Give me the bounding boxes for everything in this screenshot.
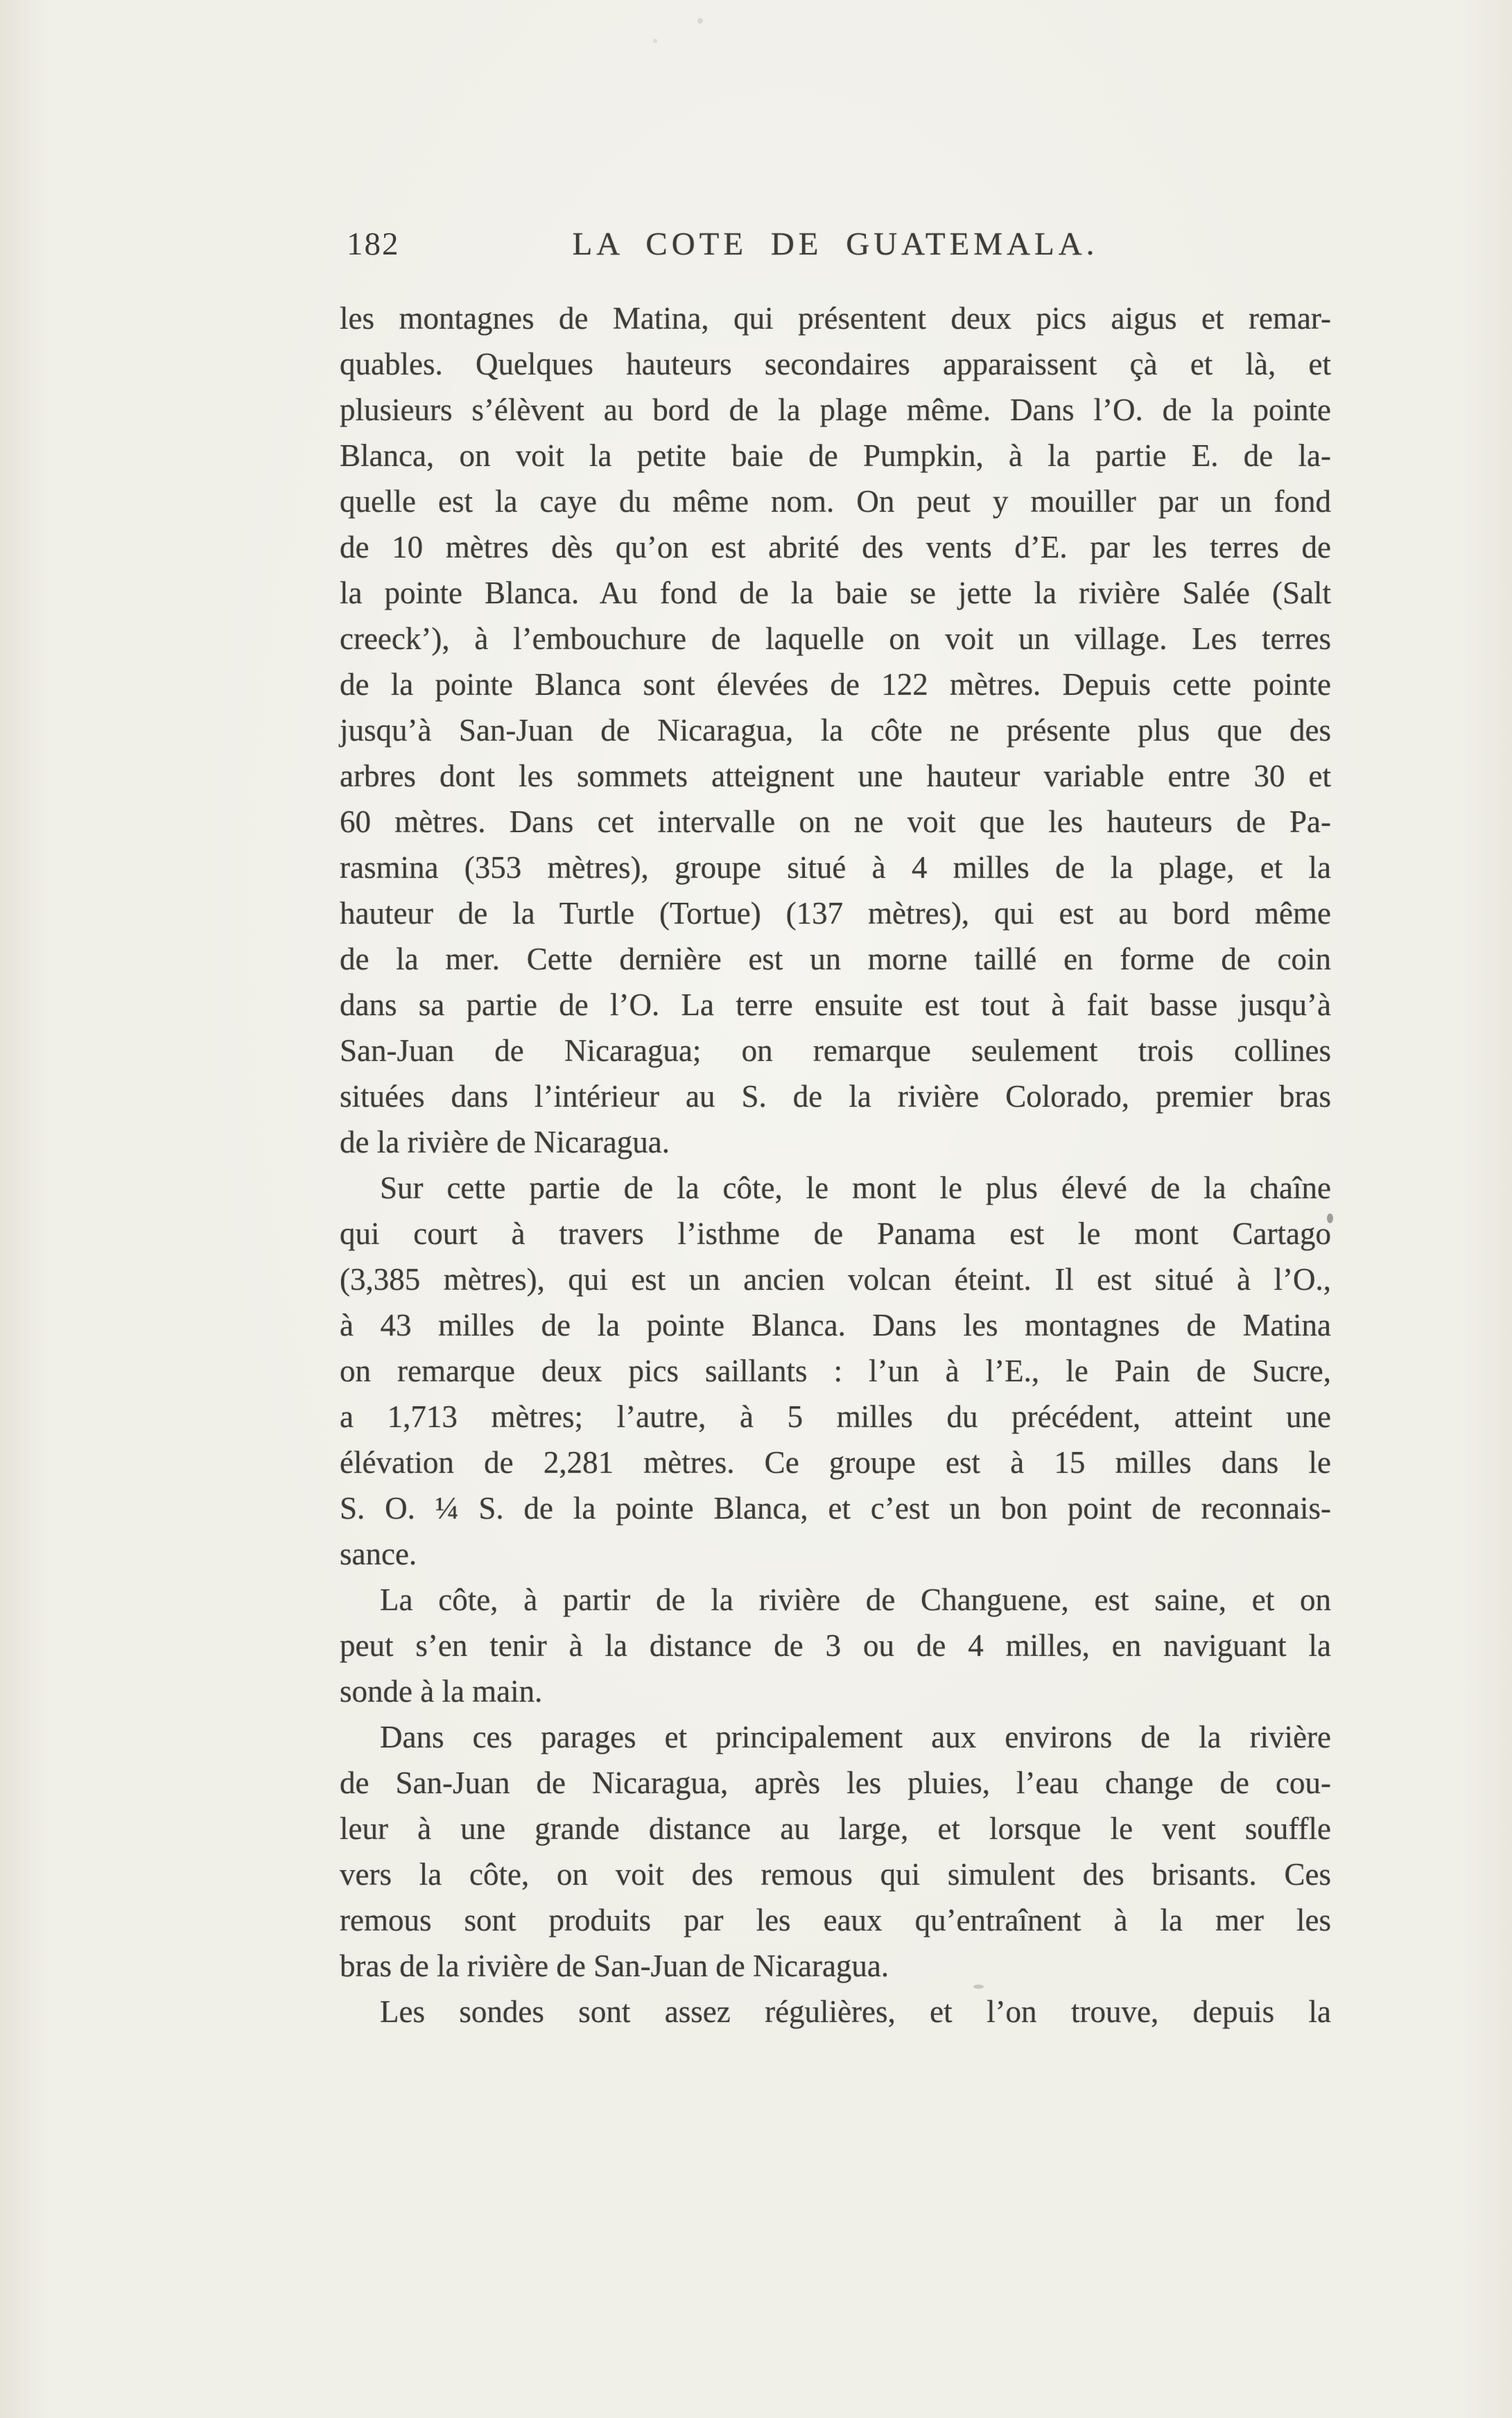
text-line: remous sont produits par les eaux qu’entraînent à la mer les [340,1903,1331,1937]
text-line: vers la côte, on voit des remous qui simulent des brisants. Ces [340,1857,1331,1892]
scan-speck [653,39,657,43]
text-line: Dans ces parages et principalement aux environs de la rivière [380,1720,1331,1754]
text-line: de la mer. Cette dernière est un morne taillé en forme de coin [340,942,1331,976]
text-line: Blanca, on voit la petite baie de Pumpkin, à la partie E. de la- [340,438,1331,473]
text-line: leur à une grande distance au large, et lorsque le vent souffle [340,1811,1331,1846]
text-line: arbres dont les sommets atteignent une hauteur variable entre 30 et [340,759,1331,793]
text-line: de la rivière de Nicaragua. [340,1125,670,1159]
page-number: 182 [347,226,400,262]
paragraph [340,1989,1331,2035]
text-line: San-Juan de Nicaragua; on remarque seulement trois collines [340,1033,1331,1068]
text-line: peut s’en tenir à la distance de 3 ou de 4 milles, en naviguant la [340,1628,1331,1663]
text-line: quables. Quelques hauteurs secondaires apparaissent çà et là, et [340,347,1331,381]
text-line: de San-Juan de Nicaragua, après les pluies, l’eau change de cou- [340,1765,1331,1800]
text-line: bras de la rivière de San-Juan de Nicaragua. [340,1949,889,1983]
text-line: S. O. ¼ S. de la pointe Blanca, et c’est un bon point de reconnais- [340,1491,1331,1526]
text-line: Les sondes sont assez régulières, et l’on trouve, depuis la [380,1994,1331,2029]
text-line: quelle est la caye du même nom. On peut y mouiller par un fond [340,484,1331,519]
text-line: a 1,713 mètres; l’autre, à 5 milles du précédent, atteint une [340,1399,1331,1434]
text-line: creeck’), à l’embouchure de laquelle on voit un village. Les terres [340,621,1331,656]
paragraph [340,295,1331,1165]
text-line: qui court à travers l’isthme de Panama est le mont Cartago [340,1216,1331,1251]
text-line: La côte, à partir de la rivière de Changuene, est saine, et on [380,1582,1331,1617]
text-line: sance. [340,1537,417,1571]
text-line: Sur cette partie de la côte, le mont le plus élevé de la chaîne [380,1171,1331,1205]
text-line: dans sa partie de l’O. La terre ensuite est tout à fait basse jusqu’à [340,987,1331,1022]
text-line: rasmina (353 mètres), groupe situé à 4 milles de la plage, et la [340,850,1331,885]
scan-speck [973,1985,984,1989]
body-text [340,295,1331,2035]
text-line: situées dans l’intérieur au S. de la rivière Colorado, premier bras [340,1079,1331,1114]
paragraph [340,1714,1331,1989]
text-line: les montagnes de Matina, qui présentent deux pics aigus et remar- [340,301,1331,336]
text-line: à 43 milles de la pointe Blanca. Dans les montagnes de Matina [340,1308,1331,1342]
text-line: on remarque deux pics saillants : l’un à l’E., le Pain de Sucre, [340,1354,1331,1388]
text-line: sonde à la main. [340,1674,543,1709]
running-title: LA COTE DE GUATEMALA. [572,226,1099,262]
paragraph [340,1165,1331,1577]
scan-speck [697,18,703,24]
text-line: la pointe Blanca. Au fond de la baie se jette la rivière Salée (Salt [340,576,1331,610]
page-header [340,222,1331,266]
text-line: de la pointe Blanca sont élevées de 122 mètres. Depuis cette pointe [340,667,1331,702]
text-line: jusqu’à San-Juan de Nicaragua, la côte ne présente plus que des [340,713,1331,748]
text-line: hauteur de la Turtle (Tortue) (137 mètres), qui est au bord même [340,896,1331,931]
paragraph [340,1577,1331,1714]
text-line: plusieurs s’élèvent au bord de la plage même. Dans l’O. de la pointe [340,392,1331,427]
scan-speck [1327,1214,1333,1223]
text-line: de 10 mètres dès qu’on est abrité des vents d’E. par les terres de [340,530,1331,564]
text-line: 60 mètres. Dans cet intervalle on ne voit que les hauteurs de Pa- [340,804,1331,839]
text-line: élévation de 2,281 mètres. Ce groupe est à 15 milles dans le [340,1445,1331,1480]
text-line: (3,385 mètres), qui est un ancien volcan éteint. Il est situé à l’O., [340,1262,1331,1297]
